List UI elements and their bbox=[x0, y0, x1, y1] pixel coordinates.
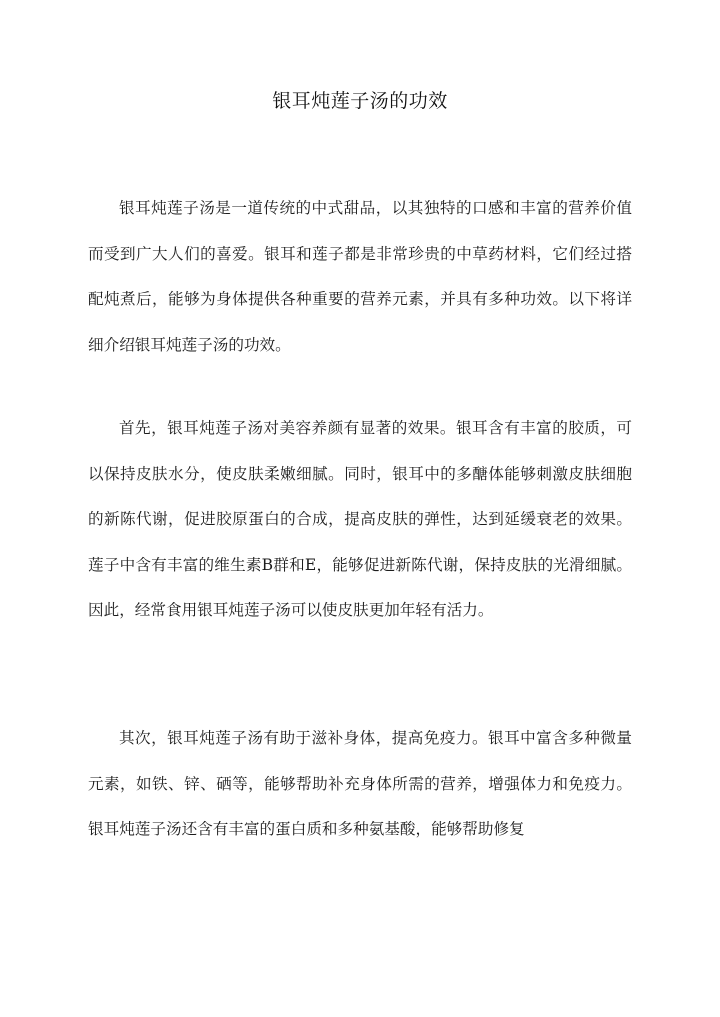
paragraph-immunity: 其次，银耳炖莲子汤有助于滋补身体，提高免疫力。银耳中富含多种微量元素，如铁、锌、硒等，能够帮助补充身体所需的营养，增强体力和免疫力。银耳炖莲子汤还含有丰富的蛋白质和多种氨基酸，能够帮助修复 bbox=[88, 729, 632, 838]
paragraph-intro: 银耳炖莲子汤是一道传统的中式甜品，以其独特的口感和丰富的营养价值而受到广大人们的喜爱。银耳和莲子都是非常珍贵的中草药材料，它们经过搭配炖煮后，能够为身体提供各种重要的营养元素，并具有多种功效。以下将详细介绍银耳炖莲子汤的功效。 bbox=[88, 199, 632, 354]
paragraph-beauty: 首先，银耳炖莲子汤对美容养颜有显著的效果。银耳含有丰富的胶质，可以保持皮肤水分，使皮肤柔嫩细腻。同时，银耳中的多醣体能够刺激皮肤细胞的新陈代谢，促进胶原蛋白的合成，提高皮肤的弹性，达到延缓衰老的效果。莲子中含有丰富的维生素B群和E，能够促进新陈代谢，保持皮肤的光滑细腻。因此，经常食用银耳炖莲子汤可以使皮肤更加年轻有活力。 bbox=[88, 419, 632, 619]
document-title: 银耳炖莲子汤的功效 bbox=[272, 90, 448, 112]
